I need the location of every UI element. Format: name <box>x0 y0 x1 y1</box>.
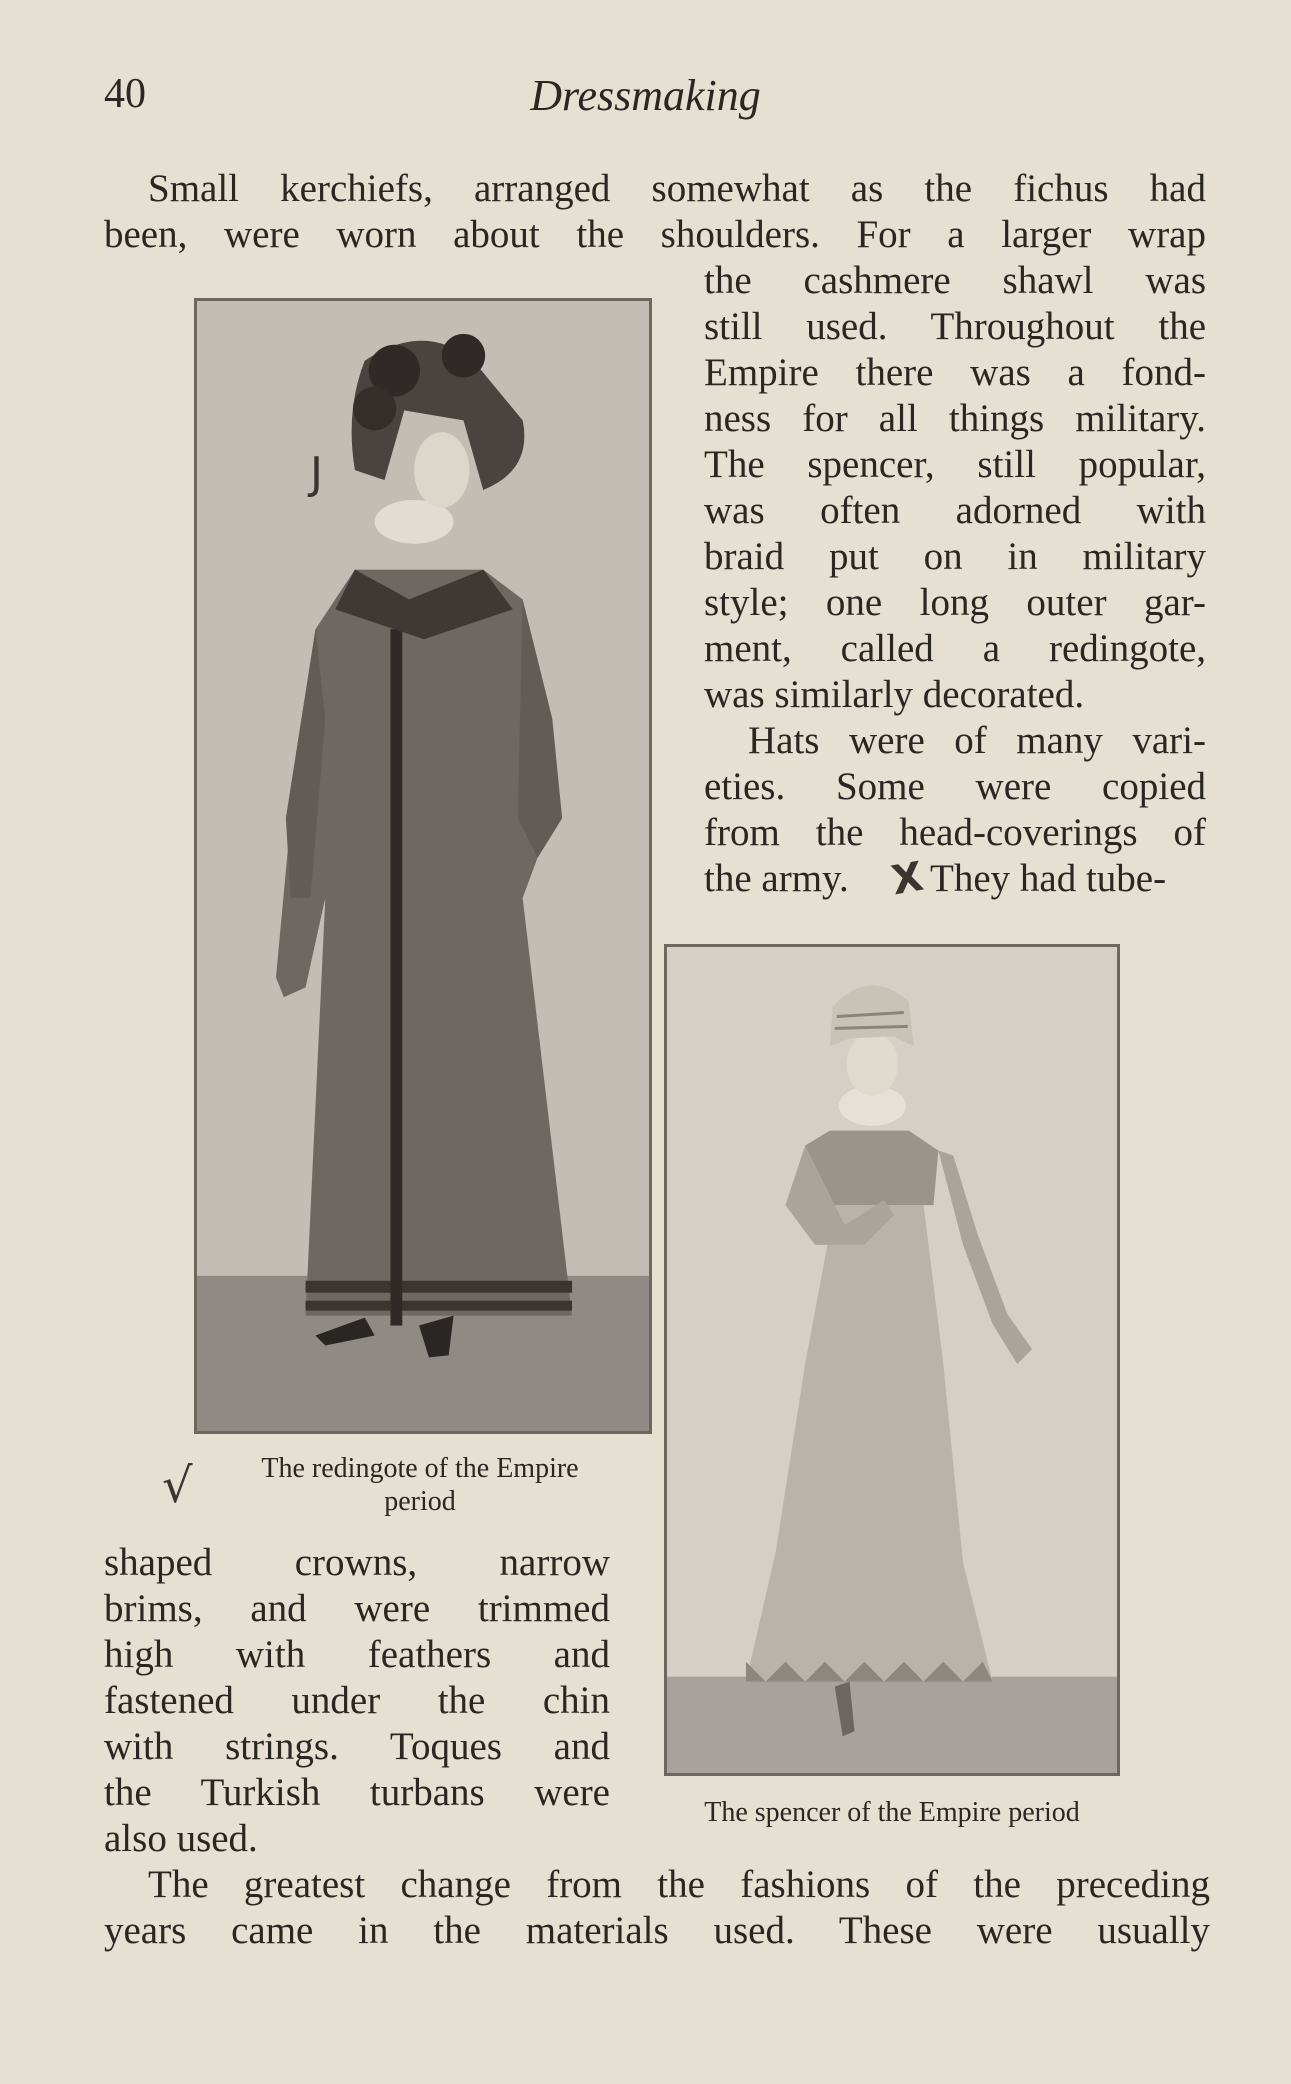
text-line: the cashmere shawl was <box>704 259 1206 302</box>
text-line: The greatest change from the fashions of the preceding <box>148 1863 1210 1906</box>
text-line: brims, and were trimmed <box>104 1587 610 1630</box>
check-mark-icon: √ <box>162 1458 193 1514</box>
text-line: with strings. Toques and <box>104 1725 610 1768</box>
text-line: still used. Throughout the <box>704 305 1206 348</box>
text-line: eties. Some were copied <box>704 765 1206 808</box>
running-title: Dressmaking <box>530 71 761 120</box>
text-line: Small kerchiefs, arranged somewhat as the fichus had <box>148 167 1206 210</box>
text-line: was similarly decorated. <box>704 673 1085 716</box>
caption-line: period <box>384 1486 456 1517</box>
spencer-illustration <box>664 944 1120 1776</box>
text-line: shaped crowns, narrow <box>104 1541 610 1584</box>
text-line: also used. <box>104 1817 258 1860</box>
spencer-figure-drawing <box>667 947 1117 1773</box>
redingote-figure-drawing <box>197 301 649 1431</box>
text-line: from the head-coverings of <box>704 811 1206 854</box>
page-number: 40 <box>104 71 146 117</box>
text-line: years came in the materials used. These were usually <box>104 1909 1210 1952</box>
text-line: style; one long outer gar- <box>704 581 1206 624</box>
text-line: fastened under the chin <box>104 1679 610 1722</box>
text-line: braid put on in military <box>704 535 1206 578</box>
redingote-caption <box>220 1452 620 1518</box>
text-line: ment, called a redingote, <box>704 627 1206 670</box>
text-line: the army. <box>704 857 849 900</box>
text-line: Hats were of many vari- <box>748 719 1206 762</box>
pencil-j-mark-icon: J <box>310 448 323 499</box>
caption-line: The redingote of the Empire <box>261 1453 579 1484</box>
text-line: The spencer, still popular, <box>704 443 1206 486</box>
redingote-illustration <box>194 298 652 1434</box>
text-line: Empire there was a fond- <box>704 351 1206 394</box>
text-line: was often adorned with <box>704 489 1206 532</box>
text-line: ness for all things military. <box>704 397 1206 440</box>
text-line: They had tube- <box>930 857 1167 900</box>
text-line: been, were worn about the shoulders. For a larger wrap <box>104 213 1206 256</box>
cross-mark-icon: X <box>888 853 927 905</box>
spencer-caption: The spencer of the Empire period <box>704 1797 1080 1828</box>
text-line: the Turkish turbans were <box>104 1771 610 1814</box>
text-line: high with feathers and <box>104 1633 610 1676</box>
